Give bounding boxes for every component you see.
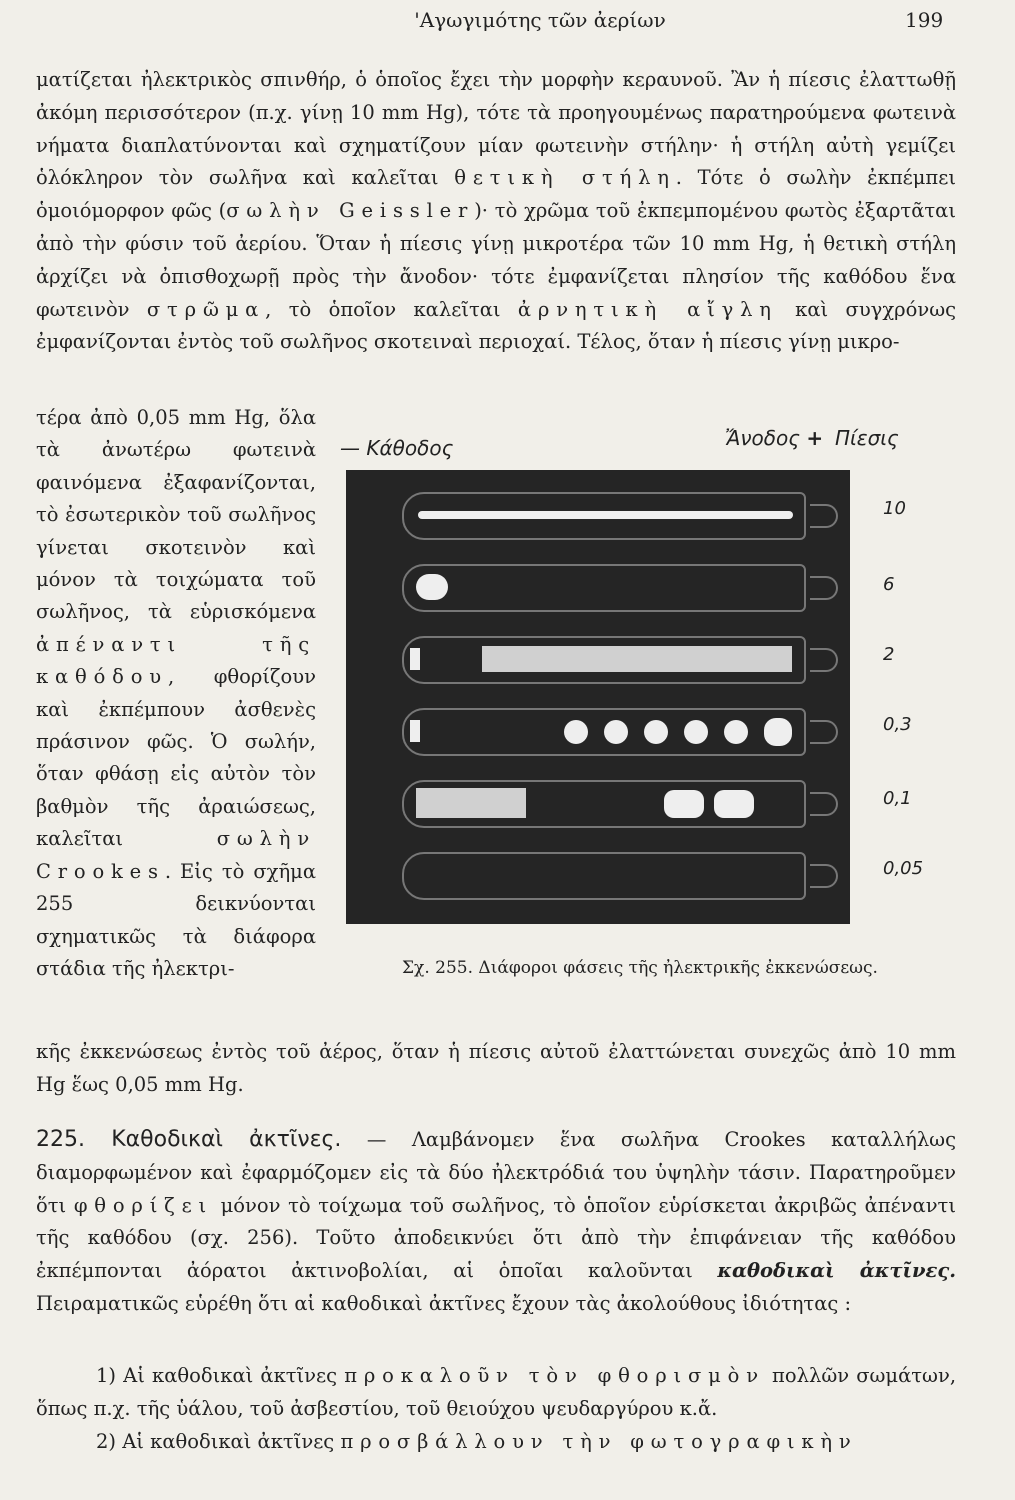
striation (714, 790, 754, 818)
pressure-value: 10 (883, 498, 906, 519)
properties-list (36, 1360, 956, 1458)
column-text-h: . Εἰς τὸ σχῆμα 255 δεικνύονται σχηματικῶς τὰ διάφορα στάδια τῆς ἠλεκτρι- (36, 859, 316, 980)
term-opposite-cathode: ἀπέναντι τῆς καθόδου (36, 632, 316, 689)
striation (644, 720, 668, 744)
term-layer: στρῶμα (146, 297, 266, 321)
pressure-label: Πίεσις (835, 426, 899, 450)
striation (724, 720, 748, 744)
term-cathode-rays: καθοδικαὶ ἀκτῖνες. (717, 1259, 956, 1283)
section-heading: 225. Καθοδικαὶ ἀκτῖνες. (36, 1127, 342, 1152)
pressure-value: 2 (883, 644, 895, 665)
section-text-1: — Λαμβάνομεν ἕνα σωλῆνα Crookes καταλλήλως διαμορφωμένον καὶ ἐφαρμόζομεν εἰς τὰ δύο ἠλεκτρόδιά του ὑψηλὴν τάσιν. Παρατηροῦμεν ὅτι (36, 1128, 956, 1217)
tube-2mm (402, 636, 806, 684)
term-negative-glow: ἀρνητικὴ αἴγλη (517, 297, 778, 321)
striation (604, 720, 628, 744)
term-positive-column: θετικὴ στήλη (454, 166, 676, 190)
striation (564, 720, 588, 744)
tube-0-3mm (402, 708, 806, 756)
section-text-2: μόνον τὸ τοίχωμα τοῦ σωλῆνος, τὸ ὁποῖον εὑρίσκεται ἀκριβῶς ἀπέναντι τῆς καθόδου (σχ. 256). Τοῦτο ἀποδεικνύει ὅτι ἀπὸ τὴν ἐπιφάνειαν τῆς καθόδου ἐκπέμπονται ἀόρατοι ἀκτινοβολίαι, αἱ ὁποῖαι καλοῦνται (36, 1193, 956, 1283)
tube-0-1mm (402, 780, 806, 828)
tube-0-05mm (402, 852, 806, 900)
striation (664, 790, 704, 818)
list-item: 2) Αἱ καθοδικαὶ ἀκτῖνες προσβάλλουν τὴν φωτογραφικὴν (96, 1429, 858, 1453)
negative-glow (416, 788, 526, 818)
paragraph-1 (36, 64, 956, 359)
discharge-photo (346, 470, 850, 924)
para1-text-a: ματίζεται ἠλεκτρικὸς σπινθήρ, ὁ ὁποῖος ἔχει τὴν μορφὴν κεραυνοῦ. Ἂν ἡ πίεσις ἐλαττωθῇ ἀκόμη περισσότερον (π.χ. γίνῃ 10 mm Hg), τότε τὰ προηγουμένως παρατηρούμενα φωτεινὰ νήματα διαπλατύνονται καὶ σχηματίζουν μίαν φωτεινὴν στήλην· ἡ στήλη αὐτὴ γεμίζει ὁλόκληρον τὸν σωλῆνα καὶ καλεῖται (36, 68, 956, 190)
para1-text-c: )· τὸ χρῶμα τοῦ ἐκπεμπομένου φωτὸς ἐξαρτᾶται ἀπὸ τὴν φύσιν τοῦ ἀερίου. Ὅταν ἡ πίεσις γίνῃ μικροτέρα τῶν 10 mm Hg, ἡ θετικὴ στήλη ἀρχίζει νὰ ὀπισθοχωρῇ πρὸς τὴν ἄνοδον· τότε ἐμφανίζεται πλησίον τῆς καθόδου ἕνα φωτεινὸν (36, 199, 956, 321)
positive-column-glow (482, 646, 792, 672)
cathode-label: — Κάθοδος (340, 436, 454, 460)
column-text-f: τέρα ἀπὸ 0,05 mm Hg, ὅλα τὰ ἀνωτέρω φωτεινὰ φαινόμενα ἐξαφανίζονται, τὸ ἐσωτερικὸν τοῦ σωλῆνος γίνεται σκοτεινὸν καὶ μόνον τὰ τοιχώματα τοῦ σωλῆνος, τὰ εὑρισκόμενα (36, 406, 316, 624)
cathode-glow (410, 720, 420, 742)
pressure-value: 0,3 (883, 714, 912, 735)
section-225 (36, 1124, 956, 1321)
running-head: 'Αγωγιμότης τῶν ἀερίων (414, 8, 666, 32)
term-crookes-tube: σωλὴν Crookes (36, 827, 316, 883)
term-geissler-tube: σωλὴν Geissler (226, 199, 475, 223)
figure-caption: Σχ. 255. Διάφοροι φάσεις τῆς ἠλεκτρικῆς ἐκκενώσεως. (402, 958, 878, 978)
cathode-glow (416, 574, 448, 600)
paragraph-1-column (36, 402, 316, 985)
column-text-g: , φθορίζουν καὶ ἐκπέμπουν ἀσθενὲς πράσινον φῶς. Ὁ σωλήν, ὅταν φθάσῃ εἰς αὐτὸν τὸν βαθμὸν τῆς ἀραιώσεως, καλεῖται (36, 665, 316, 851)
term-cause-fluorescence: προκαλοῦν τὸν φθορισμὸν (344, 1364, 765, 1387)
para1-text-e: καὶ συγχρόνως ἐμφανίζονται ἐντὸς τοῦ σωλῆνος σκοτειναὶ περιοχαί. Τέλος, ὅταν ἡ πίεσις γίνῃ μικρο- (36, 297, 957, 354)
term-fluoresces: φθορίζει (73, 1193, 213, 1217)
pressure-value: 0,1 (883, 788, 912, 809)
striation (684, 720, 708, 744)
paragraph-1-end: κῆς ἐκκενώσεως ἐντὸς τοῦ ἀέρος, ὅταν ἡ πίεσις αὐτοῦ ἐλαττώνεται συνεχῶς ἀπὸ 10 mm Hg ἕως 0,05 mm Hg. (36, 1040, 956, 1096)
list-item: 1) Αἱ καθοδικαὶ ἀκτῖνες προκαλοῦν τὸν φθορισμὸν πολλῶν σωμάτων, ὅπως π.χ. τῆς ὑάλου, τοῦ ἀσβεστίου, τοῦ θειούχου ψευδαργύρου κ.ἄ. (36, 1364, 957, 1420)
cathode-glow (410, 648, 420, 670)
page-number: 199 (905, 8, 944, 32)
section-text-3: Πειραματικῶς εὑρέθη ὅτι αἱ καθοδικαὶ ἀκτῖνες ἔχουν τὰς ἀκολούθους ἰδιότητας : (36, 1291, 852, 1315)
positive-column-glow (418, 511, 793, 519)
anode-label: Ἄνοδος + (725, 426, 824, 450)
figure-255 (330, 418, 960, 998)
tube-6mm (402, 564, 806, 612)
para1-text-b: . Τότε ὁ σωλὴν ἐκπέμπει ὁμοιόμορφον φῶς ( (36, 166, 956, 223)
plus-icon: + (806, 426, 824, 450)
para1-text-d: , τὸ ὁποῖον καλεῖται (265, 297, 501, 321)
tube-10mm (402, 492, 806, 540)
pressure-value: 0,05 (883, 858, 924, 879)
pressure-value: 6 (883, 574, 895, 595)
striation (764, 718, 792, 746)
term-affect-photographic: προσβάλλουν τὴν φωτογραφικὴν (340, 1429, 858, 1453)
